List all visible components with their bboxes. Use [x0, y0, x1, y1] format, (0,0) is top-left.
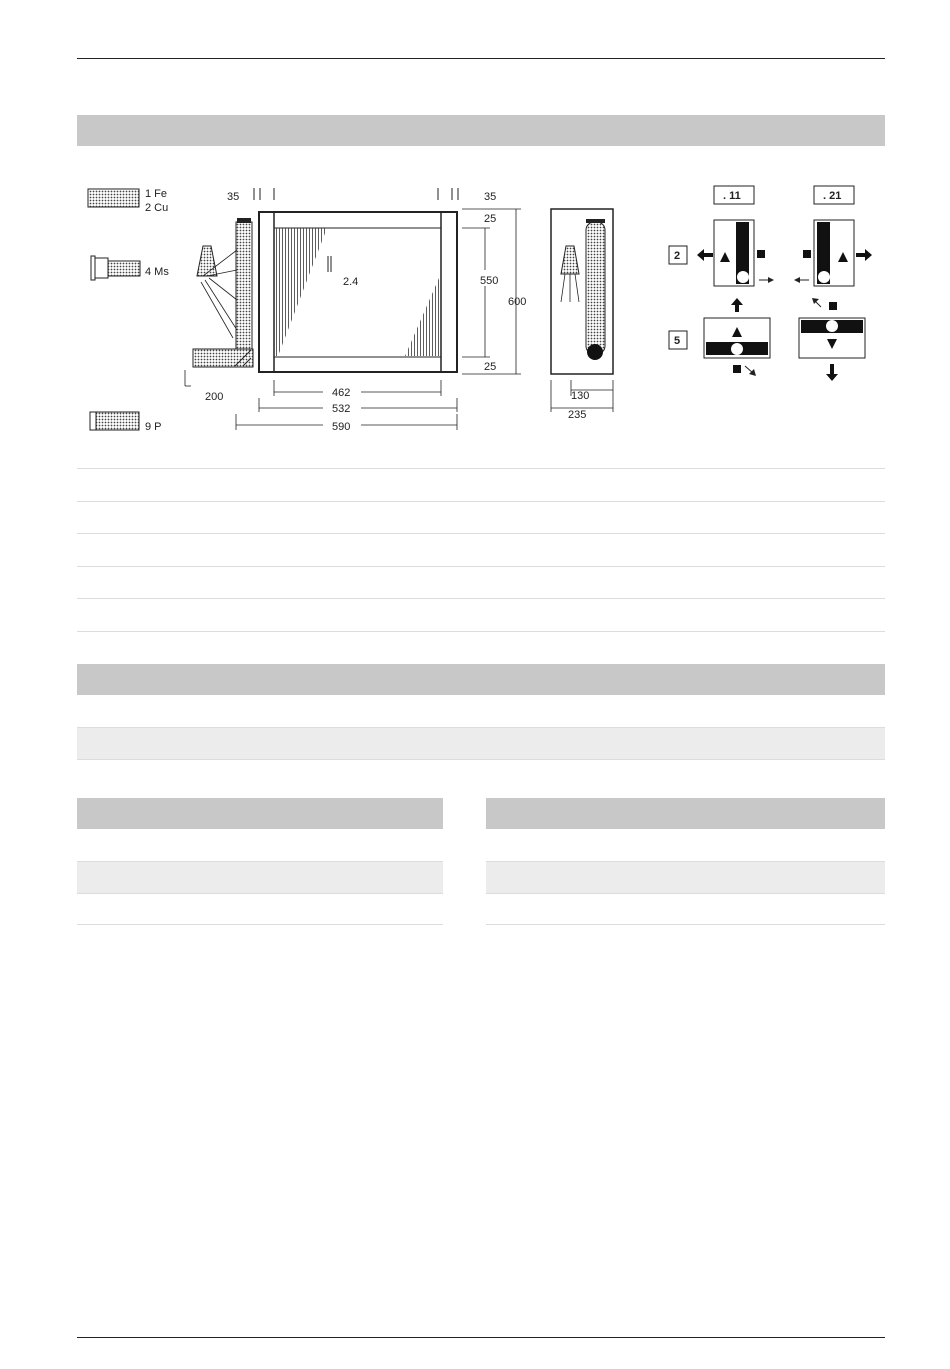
- right-column-band: [486, 798, 885, 829]
- row-5-label: 5: [674, 335, 681, 347]
- arrow-diag-up-icon: [812, 298, 819, 304]
- left-rule-2: [77, 893, 443, 894]
- section-band-1: [77, 115, 885, 146]
- dim-25-bottom: 25: [484, 361, 497, 373]
- header-pipe: [193, 218, 253, 367]
- legend-fe: 1 Fe: [145, 188, 168, 200]
- legend-cu: 2 Cu: [145, 202, 169, 214]
- plastic-plug-icon: [90, 412, 139, 430]
- variant-21-label: . 21: [823, 190, 842, 202]
- dim-462: 462: [332, 387, 351, 399]
- arrow-down-icon: [826, 364, 838, 381]
- section-band-2: [77, 664, 885, 695]
- dim-35-left: 35: [227, 191, 240, 203]
- brass-fitting-icon: [91, 256, 140, 280]
- variant-11-label: . 11: [723, 190, 741, 202]
- left-column-band: [77, 798, 443, 829]
- arrow-small-left-icon: [794, 277, 800, 283]
- diagram-21-horizontal: [799, 298, 865, 381]
- legend-ms: 4 Ms: [145, 266, 169, 278]
- arrow-right-icon: [856, 249, 872, 261]
- left-shaded-row: [77, 862, 443, 893]
- spray-nozzle-icon: [197, 246, 237, 338]
- table-rule-5: [77, 598, 885, 599]
- arrow-left-icon: [697, 249, 713, 261]
- drain-plug-icon: [587, 344, 603, 360]
- dim-590: 590: [332, 421, 351, 433]
- left-rule-3: [77, 924, 443, 925]
- row-2-label: 2: [674, 250, 681, 262]
- side-view: [551, 209, 613, 421]
- table-rule-1: [77, 468, 885, 469]
- dim-35-right: 35: [484, 191, 497, 203]
- section2-rule-2: [77, 759, 885, 760]
- technical-drawing: [77, 160, 885, 450]
- table-rule-2: [77, 501, 885, 502]
- diagram-11-horizontal: [704, 298, 770, 376]
- diagram-21-vertical: [794, 220, 872, 286]
- footer-rule: [77, 1337, 885, 1338]
- dim-550: 550: [480, 275, 499, 287]
- section2-shaded-row: [77, 728, 885, 759]
- legend-p: 9 P: [145, 421, 162, 433]
- right-shaded-row: [486, 862, 885, 893]
- table-rule-6: [77, 631, 885, 632]
- front-view: [185, 188, 526, 433]
- dim-130: 130: [571, 390, 590, 402]
- connection-variants: [669, 186, 872, 381]
- dim-532: 532: [332, 403, 351, 415]
- right-rule-3: [486, 924, 885, 925]
- table-rule-3: [77, 533, 885, 534]
- fe-cu-swatch: [88, 189, 139, 207]
- diagram-11-vertical: [697, 220, 774, 286]
- arrow-small-right-icon: [768, 277, 774, 283]
- dim-200: 200: [205, 391, 224, 403]
- legend: [88, 188, 169, 433]
- header-rule: [77, 58, 885, 59]
- table-rule-4: [77, 566, 885, 567]
- right-rule-2: [486, 893, 885, 894]
- dim-235: 235: [568, 409, 587, 421]
- arrow-up-icon: [731, 298, 743, 312]
- dim-600: 600: [508, 296, 527, 308]
- fin-pitch-label: 2.4: [343, 276, 359, 288]
- dim-25-top: 25: [484, 213, 497, 225]
